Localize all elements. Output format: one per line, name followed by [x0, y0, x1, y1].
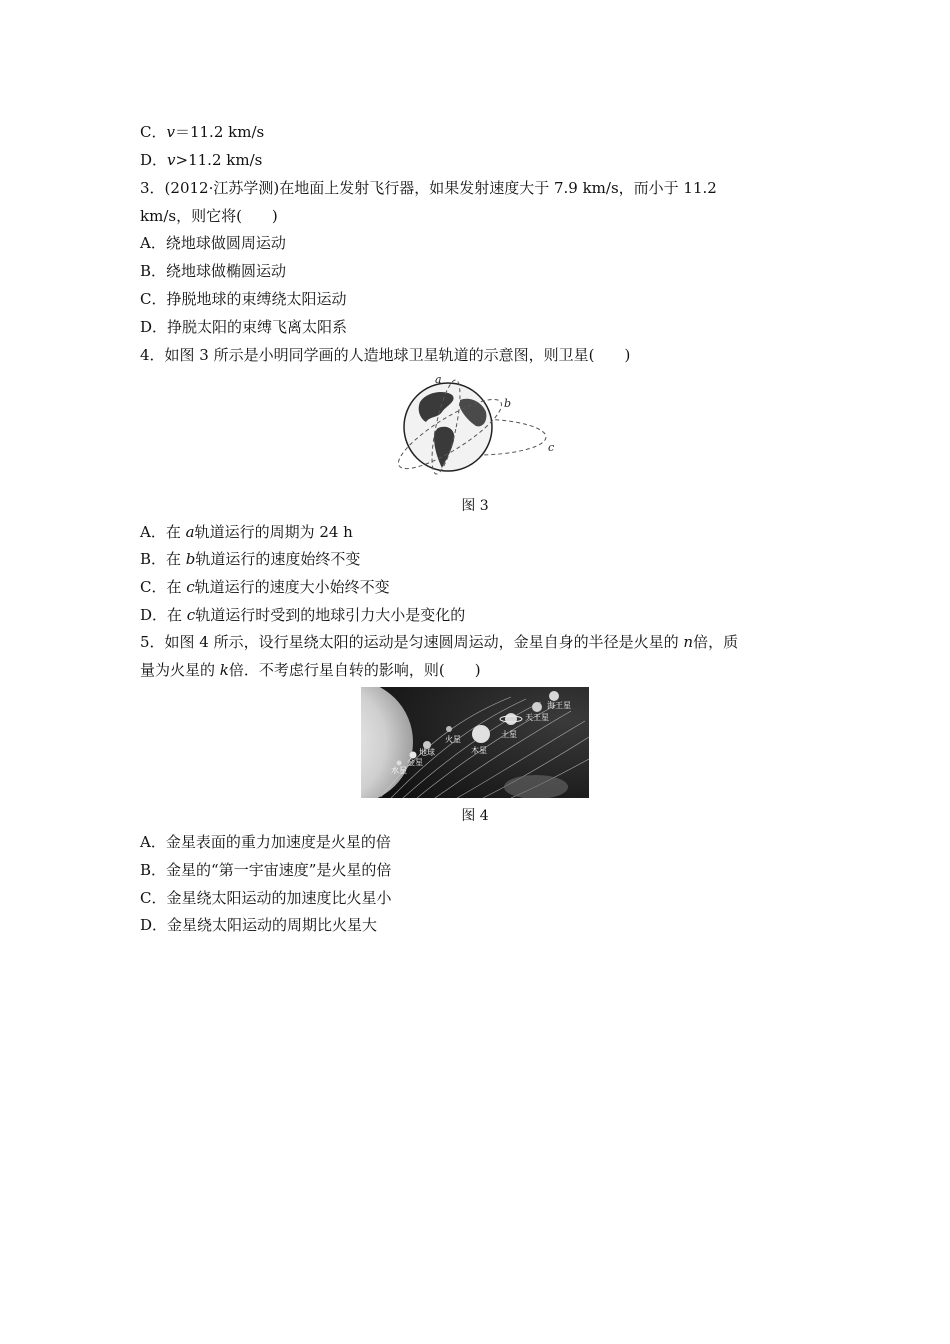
stem-text: 量为火星的: [140, 661, 220, 679]
option-variable: b: [185, 550, 196, 568]
q5-stem-line2: [140, 660, 481, 680]
option-text: D．在: [140, 606, 187, 624]
q2-option-d: [140, 150, 262, 170]
neptune-planet: [549, 691, 559, 701]
q5-stem-line1: [140, 632, 738, 652]
q3-option-c: C．挣脱地球的束缚绕太阳运动: [140, 290, 347, 308]
q3-option-d: D．挣脱太阳的束缚飞离太阳系: [140, 318, 348, 336]
label-b: b: [504, 397, 512, 410]
option-letter: D．: [140, 151, 168, 169]
option-text: B．在: [140, 550, 186, 568]
label-uranus: 天王星: [525, 713, 549, 722]
q5-option-b: B．金星的“第一宇宙速度”是火星的倍: [140, 861, 392, 879]
q4-option-c: [140, 577, 390, 597]
option-text: 轨道运行时受到的地球引力大小是变化的: [195, 606, 466, 624]
option-text: ＝11.2 km/s: [174, 123, 265, 141]
option-variable: c: [186, 578, 195, 596]
option-text: C．在: [140, 578, 187, 596]
option-letter: C．: [140, 123, 167, 141]
nebula: [504, 775, 568, 798]
saturn-planet: [505, 713, 517, 725]
q4-option-d: [140, 605, 465, 625]
option-text: 轨道运行的速度始终不变: [195, 550, 361, 568]
label-venus: 金星: [407, 758, 423, 767]
q5-option-d: D．金星绕太阳运动的周期比火星大: [140, 916, 378, 934]
stem-variable: k: [219, 661, 229, 679]
stem-text: 倍，质: [693, 633, 739, 651]
label-mars: 火星: [445, 735, 461, 744]
option-variable: a: [185, 523, 195, 541]
q4-stem: 4．如图 3 所示是小明同学画的人造地球卫星轨道的示意图，则卫星( ): [140, 346, 631, 364]
figure-3-caption: 图 3: [461, 498, 489, 514]
q3-option-b: B．绕地球做椭圆运动: [140, 262, 287, 280]
jupiter-planet: [472, 725, 490, 743]
uranus-planet: [532, 702, 542, 712]
label-c: c: [548, 441, 555, 454]
figure-4-caption: 图 4: [461, 808, 489, 824]
label-neptune: 海王星: [547, 701, 571, 710]
q5-option-c: C．金星绕太阳运动的加速度比火星小: [140, 889, 392, 907]
figure-4-solar-system: [361, 687, 589, 798]
option-text: 轨道运行的周期为 24 h: [194, 523, 353, 541]
stem-text: 5．如图 4 所示，设行星绕太阳的运动是匀速圆周运动，金星自身的半径是火星的: [140, 633, 684, 651]
label-mercury: 水星: [391, 766, 407, 775]
option-variable: v: [166, 123, 175, 141]
mercury-planet: [397, 761, 402, 766]
q3-option-a: A．绕地球做圆周运动: [140, 234, 286, 252]
stem-text: 倍．不考虑行星自转的影响，则( ): [228, 661, 481, 679]
label-earth: 地球: [419, 748, 435, 757]
label-jupiter: 木星: [471, 746, 487, 755]
q4-option-b: [140, 549, 360, 569]
option-text: 轨道运行的速度大小始终不变: [194, 578, 390, 596]
option-text: >11.2 km/s: [175, 151, 263, 169]
q5-option-a: A．金星表面的重力加速度是火星的倍: [140, 833, 391, 851]
q3-stem-line2: km/s，则它将( ): [140, 207, 278, 225]
option-text: A．在: [140, 523, 186, 541]
mars-planet: [446, 726, 452, 732]
stem-variable: n: [683, 633, 694, 651]
option-variable: c: [186, 606, 196, 624]
option-variable: v: [167, 151, 176, 169]
q4-option-a: [140, 522, 353, 542]
label-saturn: 土星: [501, 730, 517, 739]
label-a: a: [435, 373, 442, 386]
q3-stem-line1: 3．(2012·江苏学测)在地面上发射飞行器，如果发射速度大于 7.9 km/s，而小于 11.2: [140, 179, 717, 197]
figure-3-earth-orbits: [398, 372, 558, 482]
q2-option-c: [140, 122, 264, 142]
